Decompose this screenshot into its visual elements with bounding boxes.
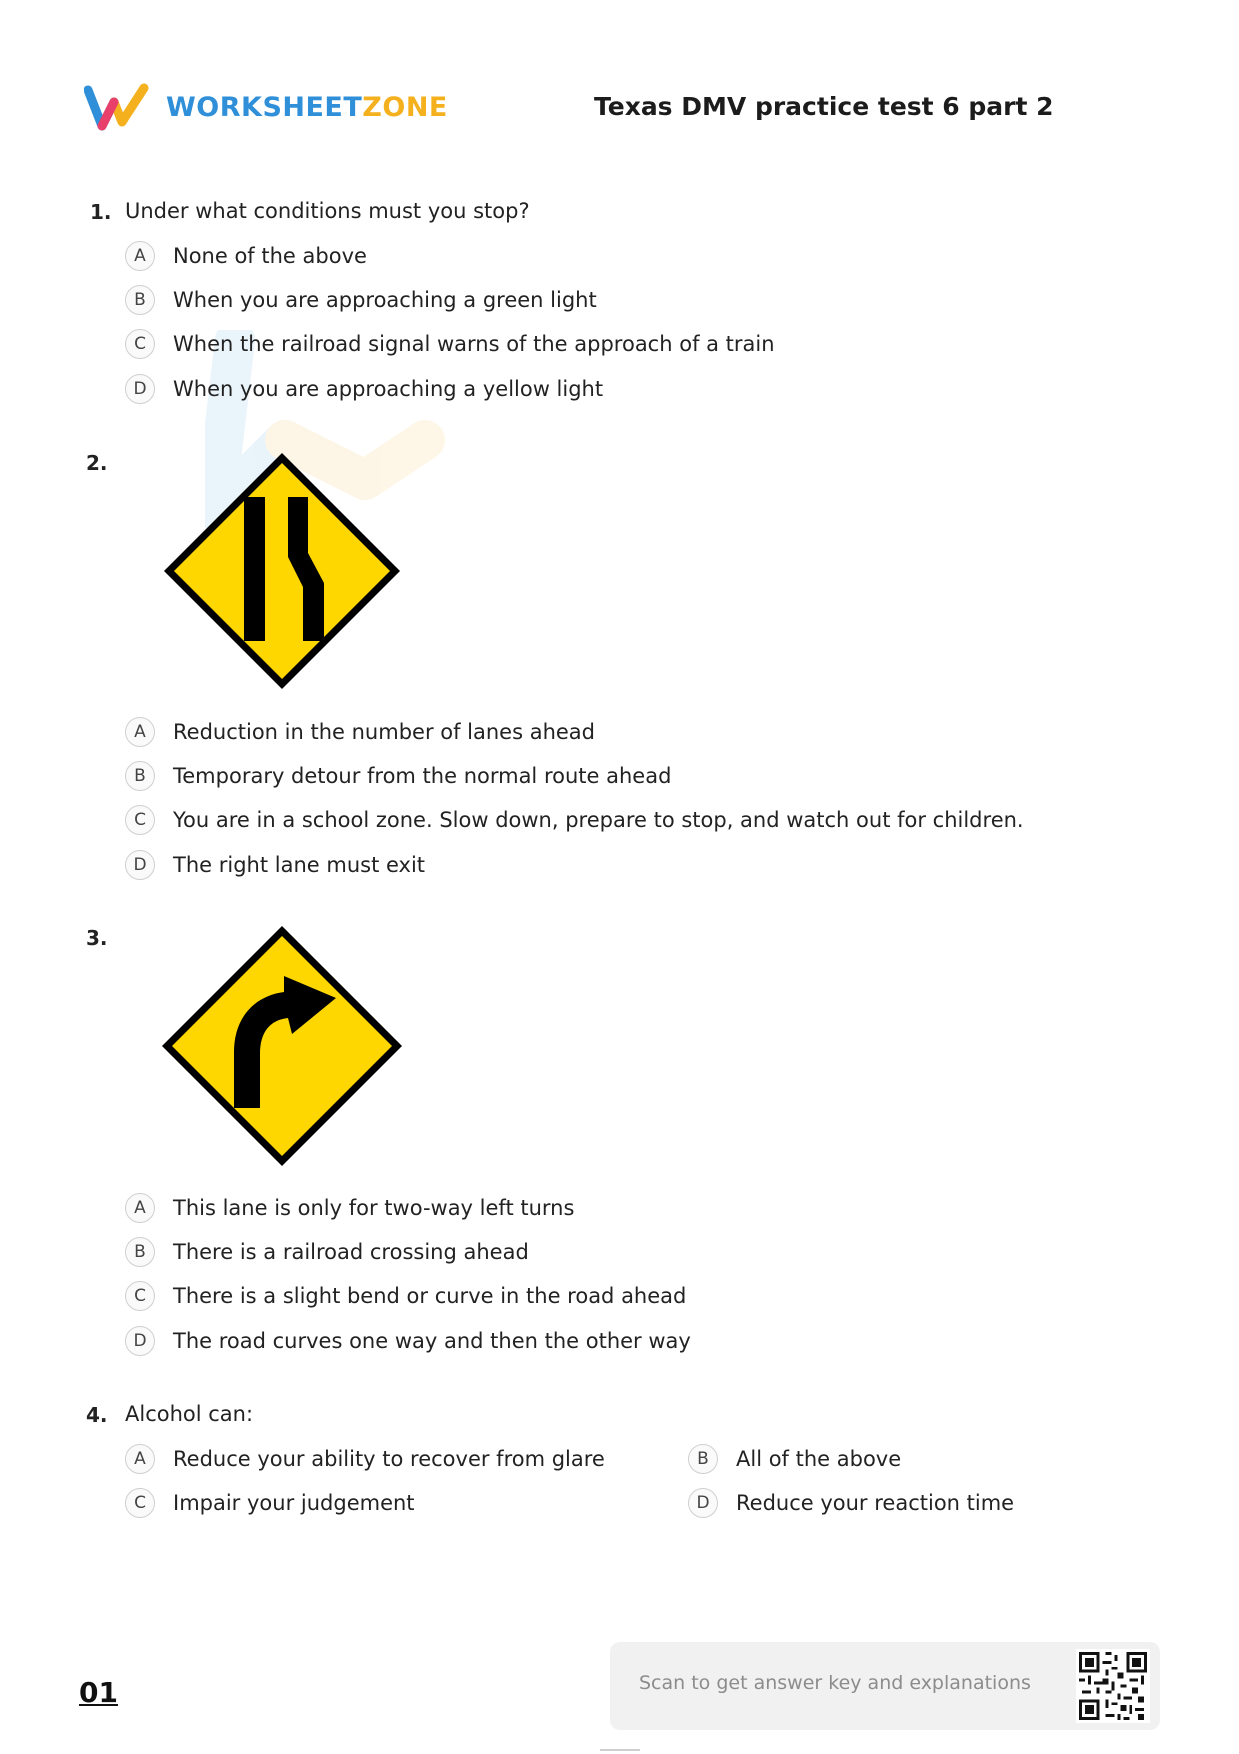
lane-reduction-sign-icon: [160, 449, 404, 693]
option-letter-badge: C: [125, 805, 155, 835]
worksheetzone-logo-icon: [84, 82, 152, 132]
question-3-option-d[interactable]: [125, 1326, 691, 1356]
option-letter-badge: B: [688, 1444, 718, 1474]
question-3-number: 3.: [86, 926, 108, 950]
question-2-option-d[interactable]: [125, 850, 425, 880]
option-letter-badge: B: [125, 285, 155, 315]
question-4-option-b[interactable]: [688, 1444, 901, 1474]
question-4-number: 4.: [86, 1403, 108, 1427]
question-1-text: Under what conditions must you stop?: [125, 199, 530, 223]
question-1-option-a[interactable]: [125, 241, 367, 271]
scan-text: Scan to get answer key and explanations: [639, 1672, 1031, 1694]
question-2-option-a[interactable]: [125, 717, 595, 747]
option-label: This lane is only for two-way left turns: [173, 1196, 575, 1220]
option-letter-badge: A: [125, 1193, 155, 1223]
question-3-option-c[interactable]: [125, 1281, 686, 1311]
question-1-option-b[interactable]: [125, 285, 597, 315]
option-label: There is a railroad crossing ahead: [173, 1240, 529, 1264]
option-letter-badge: A: [125, 1444, 155, 1474]
option-label: Reduction in the number of lanes ahead: [173, 720, 596, 744]
option-label: There is a slight bend or curve in the road ahead: [173, 1284, 687, 1308]
question-4-option-d[interactable]: [688, 1488, 1014, 1518]
question-1-option-d[interactable]: [125, 374, 603, 404]
qr-code-icon[interactable]: [1076, 1649, 1150, 1723]
logo-text-part2: ZONE: [362, 91, 448, 123]
page-title: Texas DMV practice test 6 part 2: [594, 92, 1054, 121]
logo-text: [166, 92, 448, 123]
question-2-option-b[interactable]: [125, 761, 671, 791]
question-4-option-a[interactable]: [125, 1444, 605, 1474]
option-label: The right lane must exit: [173, 853, 426, 877]
option-letter-badge: C: [125, 329, 155, 359]
question-3-option-b[interactable]: [125, 1237, 529, 1267]
question-2-option-c[interactable]: [125, 805, 1024, 835]
option-letter-badge: D: [125, 374, 155, 404]
option-label: When you are approaching a yellow light: [173, 377, 604, 401]
option-label: When the railroad signal warns of the approach of a train: [173, 332, 775, 356]
option-label: Reduce your reaction time: [736, 1491, 1015, 1515]
option-letter-badge: C: [125, 1281, 155, 1311]
option-letter-badge: A: [125, 717, 155, 747]
option-label: You are in a school zone. Slow down, prepare to stop, and watch out for children.: [173, 808, 1024, 832]
logo-text-part1: WORKSHEET: [166, 91, 363, 123]
question-3-option-a[interactable]: [125, 1193, 574, 1223]
divider: [600, 1749, 640, 1751]
option-letter-badge: B: [125, 1237, 155, 1267]
logo: [84, 82, 448, 132]
answer-key-banner[interactable]: [610, 1642, 1160, 1730]
option-label: None of the above: [173, 244, 367, 268]
option-letter-badge: D: [125, 1326, 155, 1356]
option-letter-badge: D: [125, 850, 155, 880]
option-letter-badge: D: [688, 1488, 718, 1518]
option-label: All of the above: [736, 1447, 902, 1471]
right-curve-sign-icon: [158, 922, 406, 1170]
option-label: Temporary detour from the normal route ahead: [173, 764, 672, 788]
question-2-number: 2.: [86, 451, 108, 475]
page-number: 01: [79, 1676, 118, 1709]
question-4-option-c[interactable]: [125, 1488, 415, 1518]
option-label: The road curves one way and then the other way: [173, 1329, 691, 1353]
option-label: Reduce your ability to recover from glare: [173, 1447, 605, 1471]
option-letter-badge: C: [125, 1488, 155, 1518]
option-label: Impair your judgement: [173, 1491, 415, 1515]
question-4-text: Alcohol can:: [125, 1402, 254, 1426]
option-letter-badge: B: [125, 761, 155, 791]
question-1-option-c[interactable]: [125, 329, 775, 359]
option-letter-badge: A: [125, 241, 155, 271]
option-label: When you are approaching a green light: [173, 288, 597, 312]
question-1-number: 1.: [90, 200, 112, 224]
